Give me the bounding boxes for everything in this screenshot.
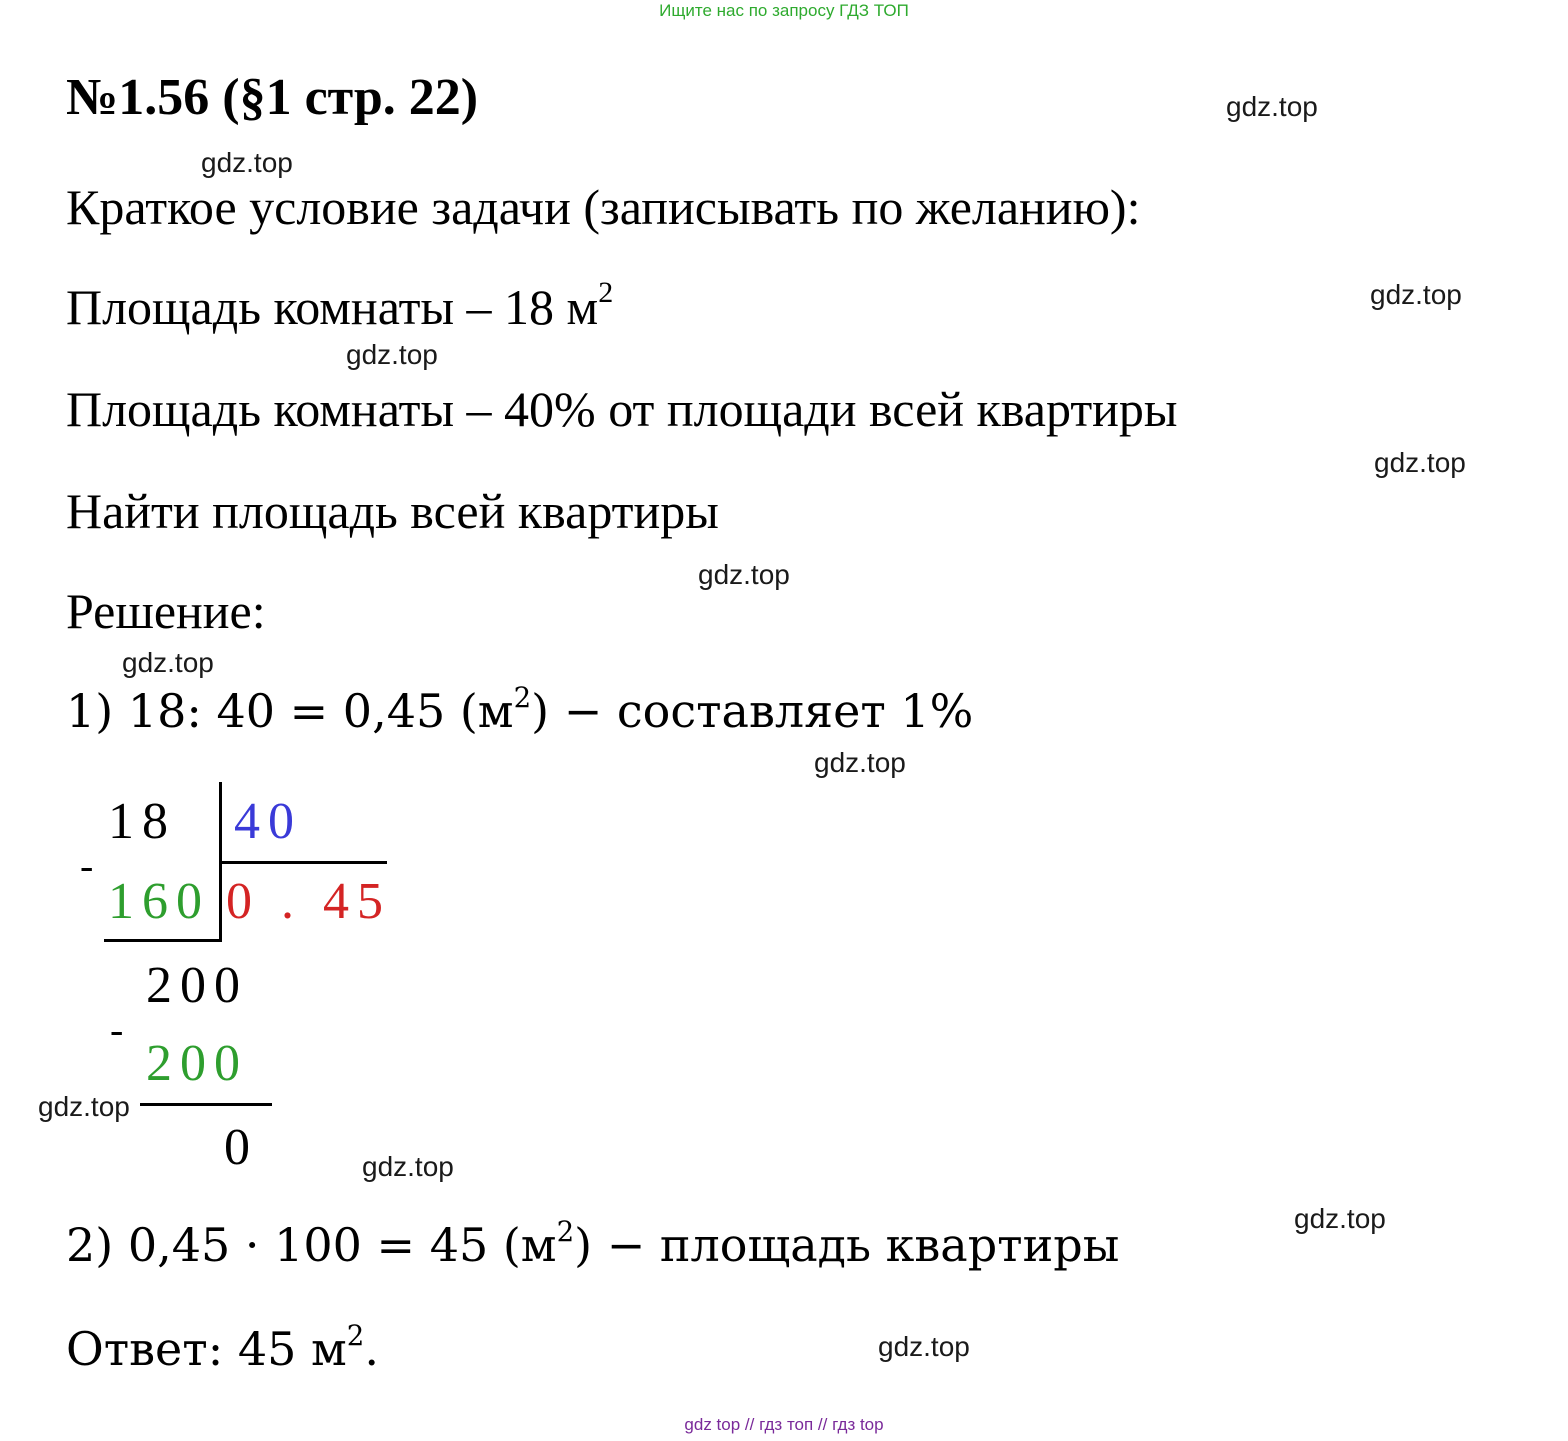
condition-header: Краткое условие задачи (записывать по желанию): — [66, 179, 1141, 235]
room-percent-line: Площадь комнаты – 40% от площади всей квартиры — [66, 381, 1178, 437]
watermark: gdz.top — [698, 559, 790, 590]
division-divisor-underline — [219, 861, 387, 864]
watermark: gdz.top — [1374, 447, 1466, 478]
page-title: №1.56 (§1 стр. 22) — [66, 69, 479, 126]
step-1 — [66, 680, 974, 738]
watermark: gdz.top — [38, 1091, 130, 1122]
solution-label: Решение: — [66, 583, 266, 639]
answer-before: Ответ: 45 м — [66, 1322, 347, 1376]
top-banner: Ищите нас по запросу ГДЗ ТОП — [659, 1, 909, 20]
step-1-before: 1) 18: 40 = 0,45 (м — [66, 684, 514, 738]
division-remainder-1: 200 — [146, 957, 248, 1014]
answer-exponent: 2 — [346, 1318, 365, 1352]
division-minus-2: - — [110, 1007, 132, 1052]
division-quotient: 0 . 45 — [226, 873, 391, 930]
division-dividend: 18 — [108, 793, 176, 850]
footer: gdz top // гдз топ // гдз top — [684, 1415, 884, 1434]
room-area-text: Площадь комнаты – 18 м — [66, 279, 599, 335]
room-area-line — [66, 275, 614, 335]
answer-after: . — [364, 1322, 379, 1376]
division-subtrahend-2: 200 — [146, 1035, 248, 1092]
room-area-exponent: 2 — [598, 275, 614, 309]
division-line-1 — [104, 939, 222, 942]
watermark: gdz.top — [201, 147, 293, 178]
watermark: gdz.top — [878, 1331, 970, 1362]
step-1-after: ) − составляет 1% — [531, 684, 974, 738]
watermark: gdz.top — [814, 747, 906, 778]
step-2-before: 2) 0,45 · 100 = 45 (м — [66, 1218, 557, 1272]
division-remainder-2: 0 — [224, 1119, 258, 1176]
watermark: gdz.top — [1294, 1203, 1386, 1234]
find-line: Найти площадь всей квартиры — [66, 483, 719, 539]
step-2-after: ) − площадь квартиры — [574, 1218, 1120, 1272]
division-divisor: 40 — [234, 793, 302, 850]
watermark: gdz.top — [1370, 279, 1462, 310]
watermark: gdz.top — [122, 647, 214, 678]
watermark: gdz.top — [1226, 91, 1318, 122]
step-1-exponent: 2 — [513, 680, 532, 714]
division-minus-1: - — [80, 843, 102, 888]
division-line-2 — [140, 1103, 272, 1106]
step-2 — [66, 1214, 1120, 1272]
division-subtrahend-1: 160 — [108, 873, 210, 930]
step-2-exponent: 2 — [556, 1214, 575, 1248]
answer — [66, 1318, 379, 1376]
watermark: gdz.top — [346, 339, 438, 370]
watermark: gdz.top — [362, 1151, 454, 1182]
